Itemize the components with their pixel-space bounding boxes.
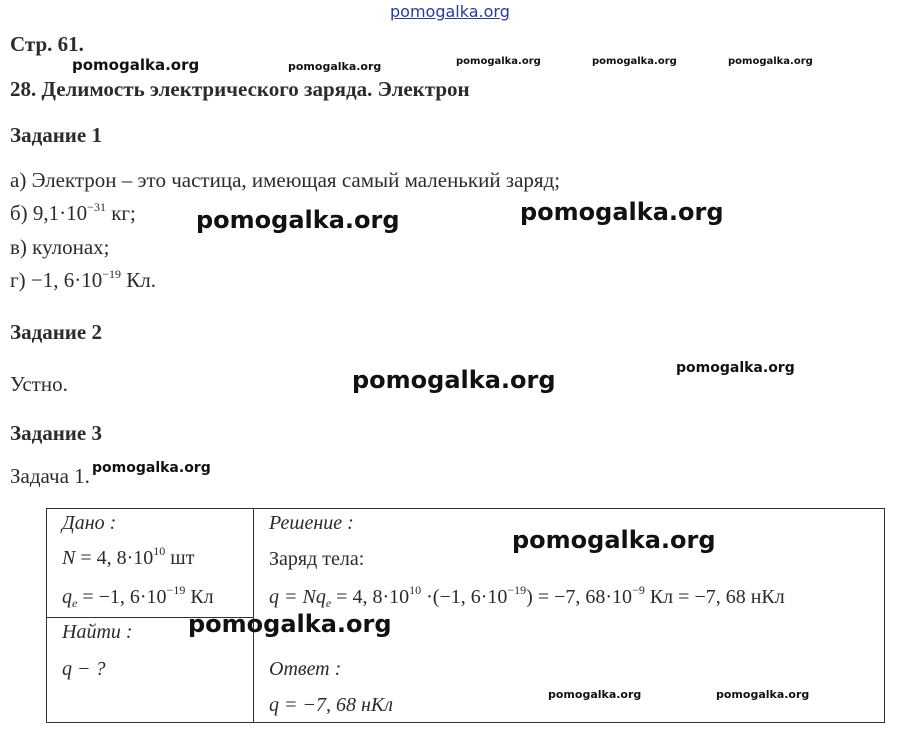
watermark: pomogalka.org	[288, 60, 382, 73]
watermark: pomogalka.org	[716, 688, 810, 701]
watermark: pomogalka.org	[548, 688, 642, 701]
answer-value: q = −7, 68 нКл	[269, 694, 393, 716]
site-link[interactable]: pomogalka.org	[390, 2, 510, 21]
answer-b-suffix: кг;	[105, 201, 136, 225]
task2-text: Устно.	[10, 372, 68, 396]
solution-label: Решение :	[269, 512, 354, 534]
watermark: pomogalka.org	[352, 366, 556, 394]
given-qe: $q_e = -1$, $6\cdot 10^{-19}$ Кл	[62, 583, 214, 610]
watermark: pomogalka.org	[592, 56, 677, 67]
task2-title: Задание 2	[10, 320, 102, 344]
task3-problem-label: Задача 1.	[10, 464, 90, 488]
task1-answer-a: а) Электрон – это частица, имеющая самый маленький заряд;	[10, 168, 561, 192]
watermark: pomogalka.org	[196, 206, 400, 234]
watermark: pomogalka.org	[456, 56, 541, 67]
answer-d-prefix: г) −1, 6·10	[10, 268, 103, 292]
answer-d-suffix: Кл.	[120, 268, 156, 292]
task1-answer-c: в) кулонах;	[10, 235, 110, 259]
watermark: pomogalka.org	[188, 610, 392, 638]
given-n: N = 4, $8\cdot 10^{10}$ шт	[62, 544, 195, 569]
task1-title: Задание 1	[10, 123, 102, 147]
watermark: pomogalka.org	[72, 56, 200, 74]
solution-formula: $q = Nq_e = 4$, $8\cdot 10^{10} \cdot(-1$, $6\cdot 10^{-19}) = -7$, $68\cdot 10^{-9}$ Кл = −7, 68 нКл	[269, 583, 785, 610]
watermark: pomogalka.org	[512, 526, 716, 554]
charge-label: Заряд тела:	[269, 548, 365, 570]
watermark: pomogalka.org	[520, 198, 724, 226]
watermark: pomogalka.org	[92, 460, 211, 476]
task1-answer-d	[10, 268, 156, 293]
answer-b-prefix: б) 9,1·10	[10, 201, 88, 225]
answer-label: Ответ :	[269, 658, 342, 680]
watermark: pomogalka.org	[728, 56, 813, 67]
find-q: q − ?	[62, 658, 106, 680]
answer-d-exponent: −19	[102, 267, 121, 281]
watermark: pomogalka.org	[676, 360, 795, 376]
answer-b-exponent: −31	[87, 200, 106, 214]
section-title: 28. Делимость электрического заряда. Электрон	[10, 77, 470, 101]
given-label: Дано :	[62, 512, 117, 534]
task3-title: Задание 3	[10, 421, 102, 445]
task1-answer-b	[10, 201, 136, 226]
find-label: Найти :	[62, 621, 133, 643]
page-reference: Стр. 61.	[10, 32, 84, 56]
